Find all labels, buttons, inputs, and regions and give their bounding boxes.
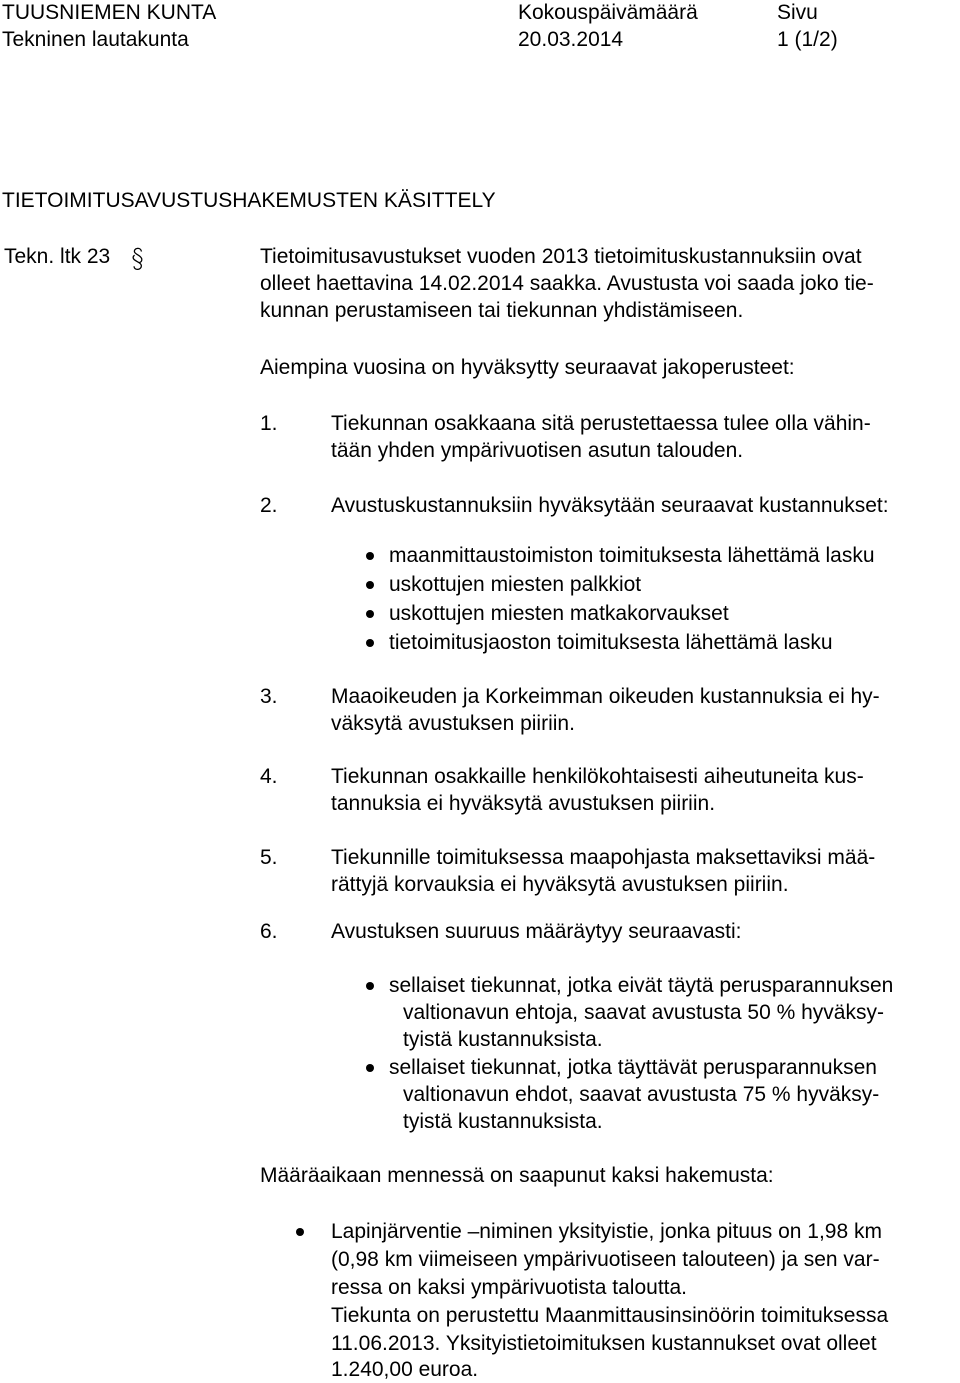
criteria-intro: Aiempina vuosina on hyväksytty seuraavat jakoperusteet:	[260, 356, 795, 379]
criterion-number: 6.	[260, 920, 278, 943]
application-line: 11.06.2013. Yksityistietoimituksen kustannukset ovat olleet	[331, 1332, 877, 1355]
criterion-2	[260, 492, 889, 519]
intro-line: olleet haettavina 14.02.2014 saakka. Avustusta voi saada joko tie-	[260, 272, 874, 295]
bullet-icon	[296, 1228, 304, 1236]
cost-item: uskottujen miesten palkkiot	[389, 573, 642, 596]
criterion-number: 4.	[260, 765, 278, 788]
application-line: Tiekunta on perustettu Maanmittausinsinöörin toimituksessa	[331, 1304, 889, 1327]
bullet-icon	[366, 982, 374, 990]
criterion-number: 2.	[260, 494, 278, 517]
bullet-icon	[366, 1064, 374, 1072]
cost-item: uskottujen miesten matkakorvaukset	[389, 602, 729, 625]
bullet-icon	[366, 552, 374, 560]
criterion-1	[260, 410, 871, 464]
cost-item: tietoimitusjaoston toimituksesta lähettämä lasku	[389, 631, 833, 654]
application-line: 1.240,00 euroa.	[331, 1358, 479, 1381]
criterion-text: Avustuksen suuruus määräytyy seuraavasti:	[331, 920, 742, 943]
criterion-text: tannuksia ei hyväksytä avustuksen piiriin.	[331, 792, 716, 815]
amount-rule-line: sellaiset tiekunnat, jotka täyttävät perusparannuksen	[389, 1056, 877, 1079]
application-line: Lapinjärventie –niminen yksityistie, jonka pituus on 1,98 km	[331, 1220, 882, 1243]
criterion-text: Avustuskustannuksiin hyväksytään seuraavat kustannukset:	[331, 494, 889, 517]
cost-item: maanmittaustoimiston toimituksesta lähettämä lasku	[389, 544, 875, 567]
criterion-text: väksytä avustuksen piiriin.	[331, 712, 575, 735]
amount-rule-line: sellaiset tiekunnat, jotka eivät täytä perusparannuksen	[389, 974, 894, 997]
criterion-text: Maaoikeuden ja Korkeimman oikeuden kustannuksia ei hy-	[331, 685, 880, 708]
bullet-icon	[366, 610, 374, 618]
section-sign-icon	[130, 247, 146, 271]
criterion-6	[260, 918, 741, 945]
criterion-text: Tiekunnille toimituksessa maapohjasta maksettaviksi mää-	[331, 846, 876, 869]
application-line: (0,98 km viimeiseen ympärivuotiseen talouteen) ja sen var-	[331, 1248, 880, 1271]
intro-line: kunnan perustamiseen tai tiekunnan yhdistämiseen.	[260, 299, 744, 322]
criterion-3	[260, 683, 880, 737]
criterion-text: Tiekunnan osakkaana sitä perustettaessa tulee olla vähin-	[331, 412, 871, 435]
criterion-text: tään yhden ympärivuotisen asutun talouden.	[331, 439, 744, 462]
page-number: 1 (1/2)	[777, 28, 838, 51]
amount-rule-line: valtionavun ehtoja, saavat avustusta 50 % hyväksy-	[403, 1001, 884, 1024]
applications-intro: Määräaikaan mennessä on saapunut kaksi hakemusta:	[260, 1164, 774, 1187]
amount-rule-line: valtionavun ehdot, saavat avustusta 75 % hyväksy-	[403, 1083, 880, 1106]
board-name: Tekninen lautakunta	[2, 28, 189, 51]
amount-rule-line: tyistä kustannuksista.	[403, 1110, 603, 1133]
amount-rule-line: tyistä kustannuksista.	[403, 1028, 603, 1051]
meeting-date-value: 20.03.2014	[518, 28, 624, 51]
criterion-number: 1.	[260, 412, 278, 435]
page-label: Sivu	[777, 1, 818, 24]
criterion-5	[260, 844, 875, 898]
criterion-number: 3.	[260, 685, 278, 708]
bullet-icon	[366, 639, 374, 647]
municipality-name: TUUSNIEMEN KUNTA	[2, 1, 217, 24]
item-reference: Tekn. ltk 23	[4, 245, 111, 268]
bullet-icon	[366, 581, 374, 589]
intro-line: Tietoimitusavustukset vuoden 2013 tietoimituskustannuksiin ovat	[260, 245, 862, 268]
meeting-date-label: Kokouspäivämäärä	[518, 1, 698, 24]
criterion-text: Tiekunnan osakkaille henkilökohtaisesti aiheutuneita kus-	[331, 765, 864, 788]
intro-paragraph	[260, 243, 960, 324]
criterion-number: 5.	[260, 846, 278, 869]
criterion-4	[260, 763, 864, 817]
application-line: ressa on kaksi ympärivuotista taloutta.	[331, 1276, 687, 1299]
criterion-text: rättyjä korvauksia ei hyväksytä avustuksen piiriin.	[331, 873, 789, 896]
section-title: TIETOIMITUSAVUSTUSHAKEMUSTEN KÄSITTELY	[2, 189, 496, 212]
